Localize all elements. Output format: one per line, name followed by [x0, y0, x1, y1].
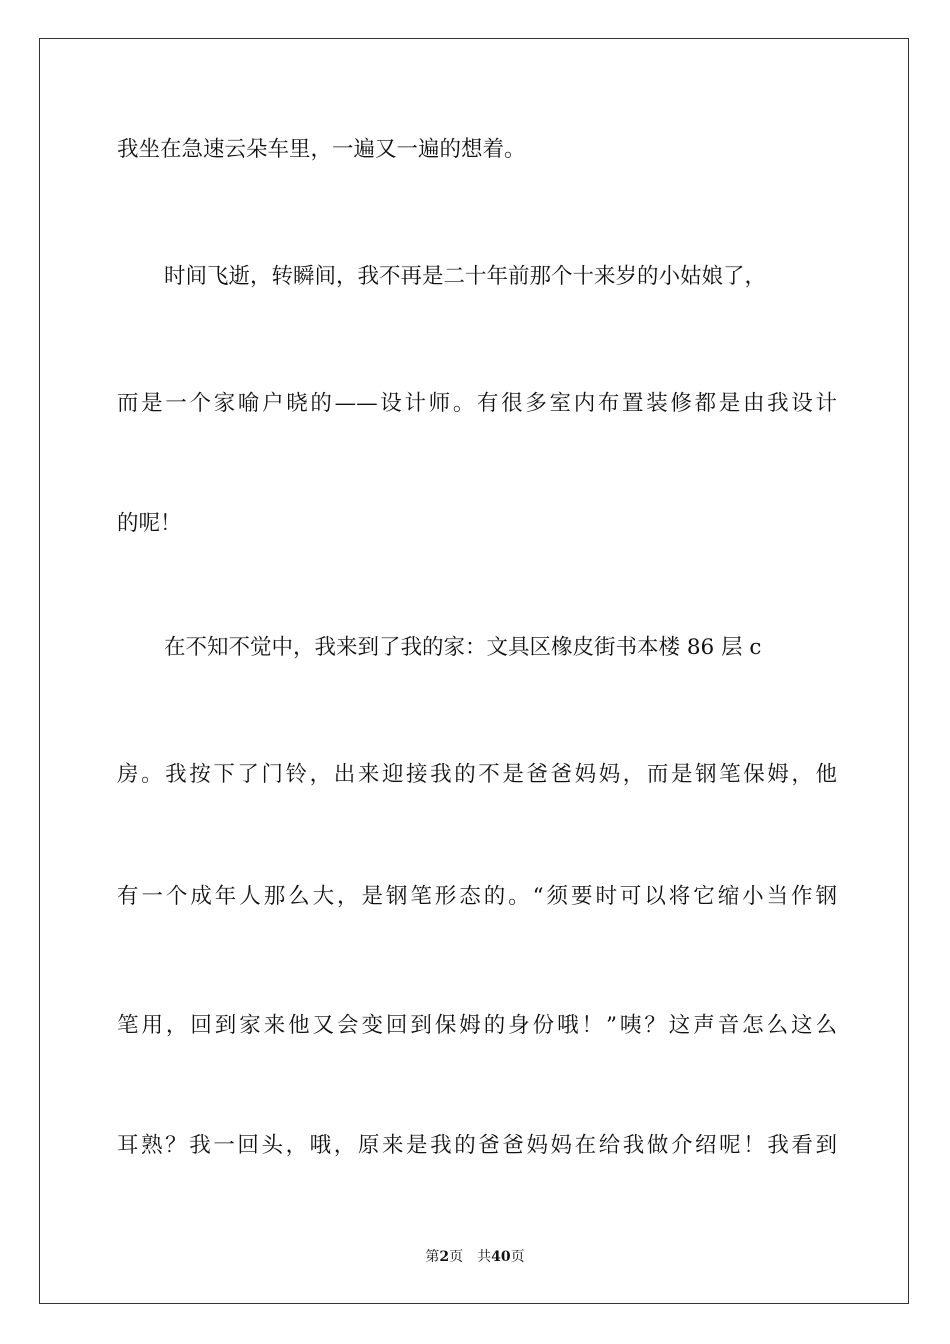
page-suffix: 页 — [449, 1249, 464, 1265]
text-line: 笔用，回到家来他又会变回到保姆的身份哦！”咦？这声音怎么这么 — [117, 1013, 837, 1038]
page-footer — [0, 1246, 950, 1266]
page-number: 2 — [439, 1249, 450, 1265]
text-line: 时间飞逝，转瞬间，我不再是二十年前那个十来岁的小姑娘了， — [164, 264, 767, 289]
total-suffix: 页 — [510, 1249, 525, 1265]
total-pages: 40 — [491, 1249, 511, 1265]
text-line: 的呢！ — [117, 511, 182, 536]
text-line: 在不知不觉中，我来到了我的家：文具区橡皮街书本楼 86 层 c — [164, 635, 762, 660]
text-line: 房。我按下了门铃，出来迎接我的不是爸爸妈妈，而是钢笔保姆，他 — [117, 762, 837, 787]
text-line: 而是一个家喻户晓的——设计师。有很多室内布置装修都是由我设计 — [117, 391, 837, 416]
text-line: 有一个成年人那么大，是钢笔形态的。“须要时可以将它缩小当作钢 — [117, 884, 837, 909]
page-prefix: 第 — [425, 1249, 440, 1265]
text-line: 我坐在急速云朵车里，一遍又一遍的想着。 — [117, 137, 526, 162]
text-line: 耳熟？我一回头，哦，原来是我的爸爸妈妈在给我做介绍呢！我看到 — [117, 1133, 837, 1158]
page-border — [39, 38, 909, 1304]
total-prefix: 共 — [477, 1249, 492, 1265]
